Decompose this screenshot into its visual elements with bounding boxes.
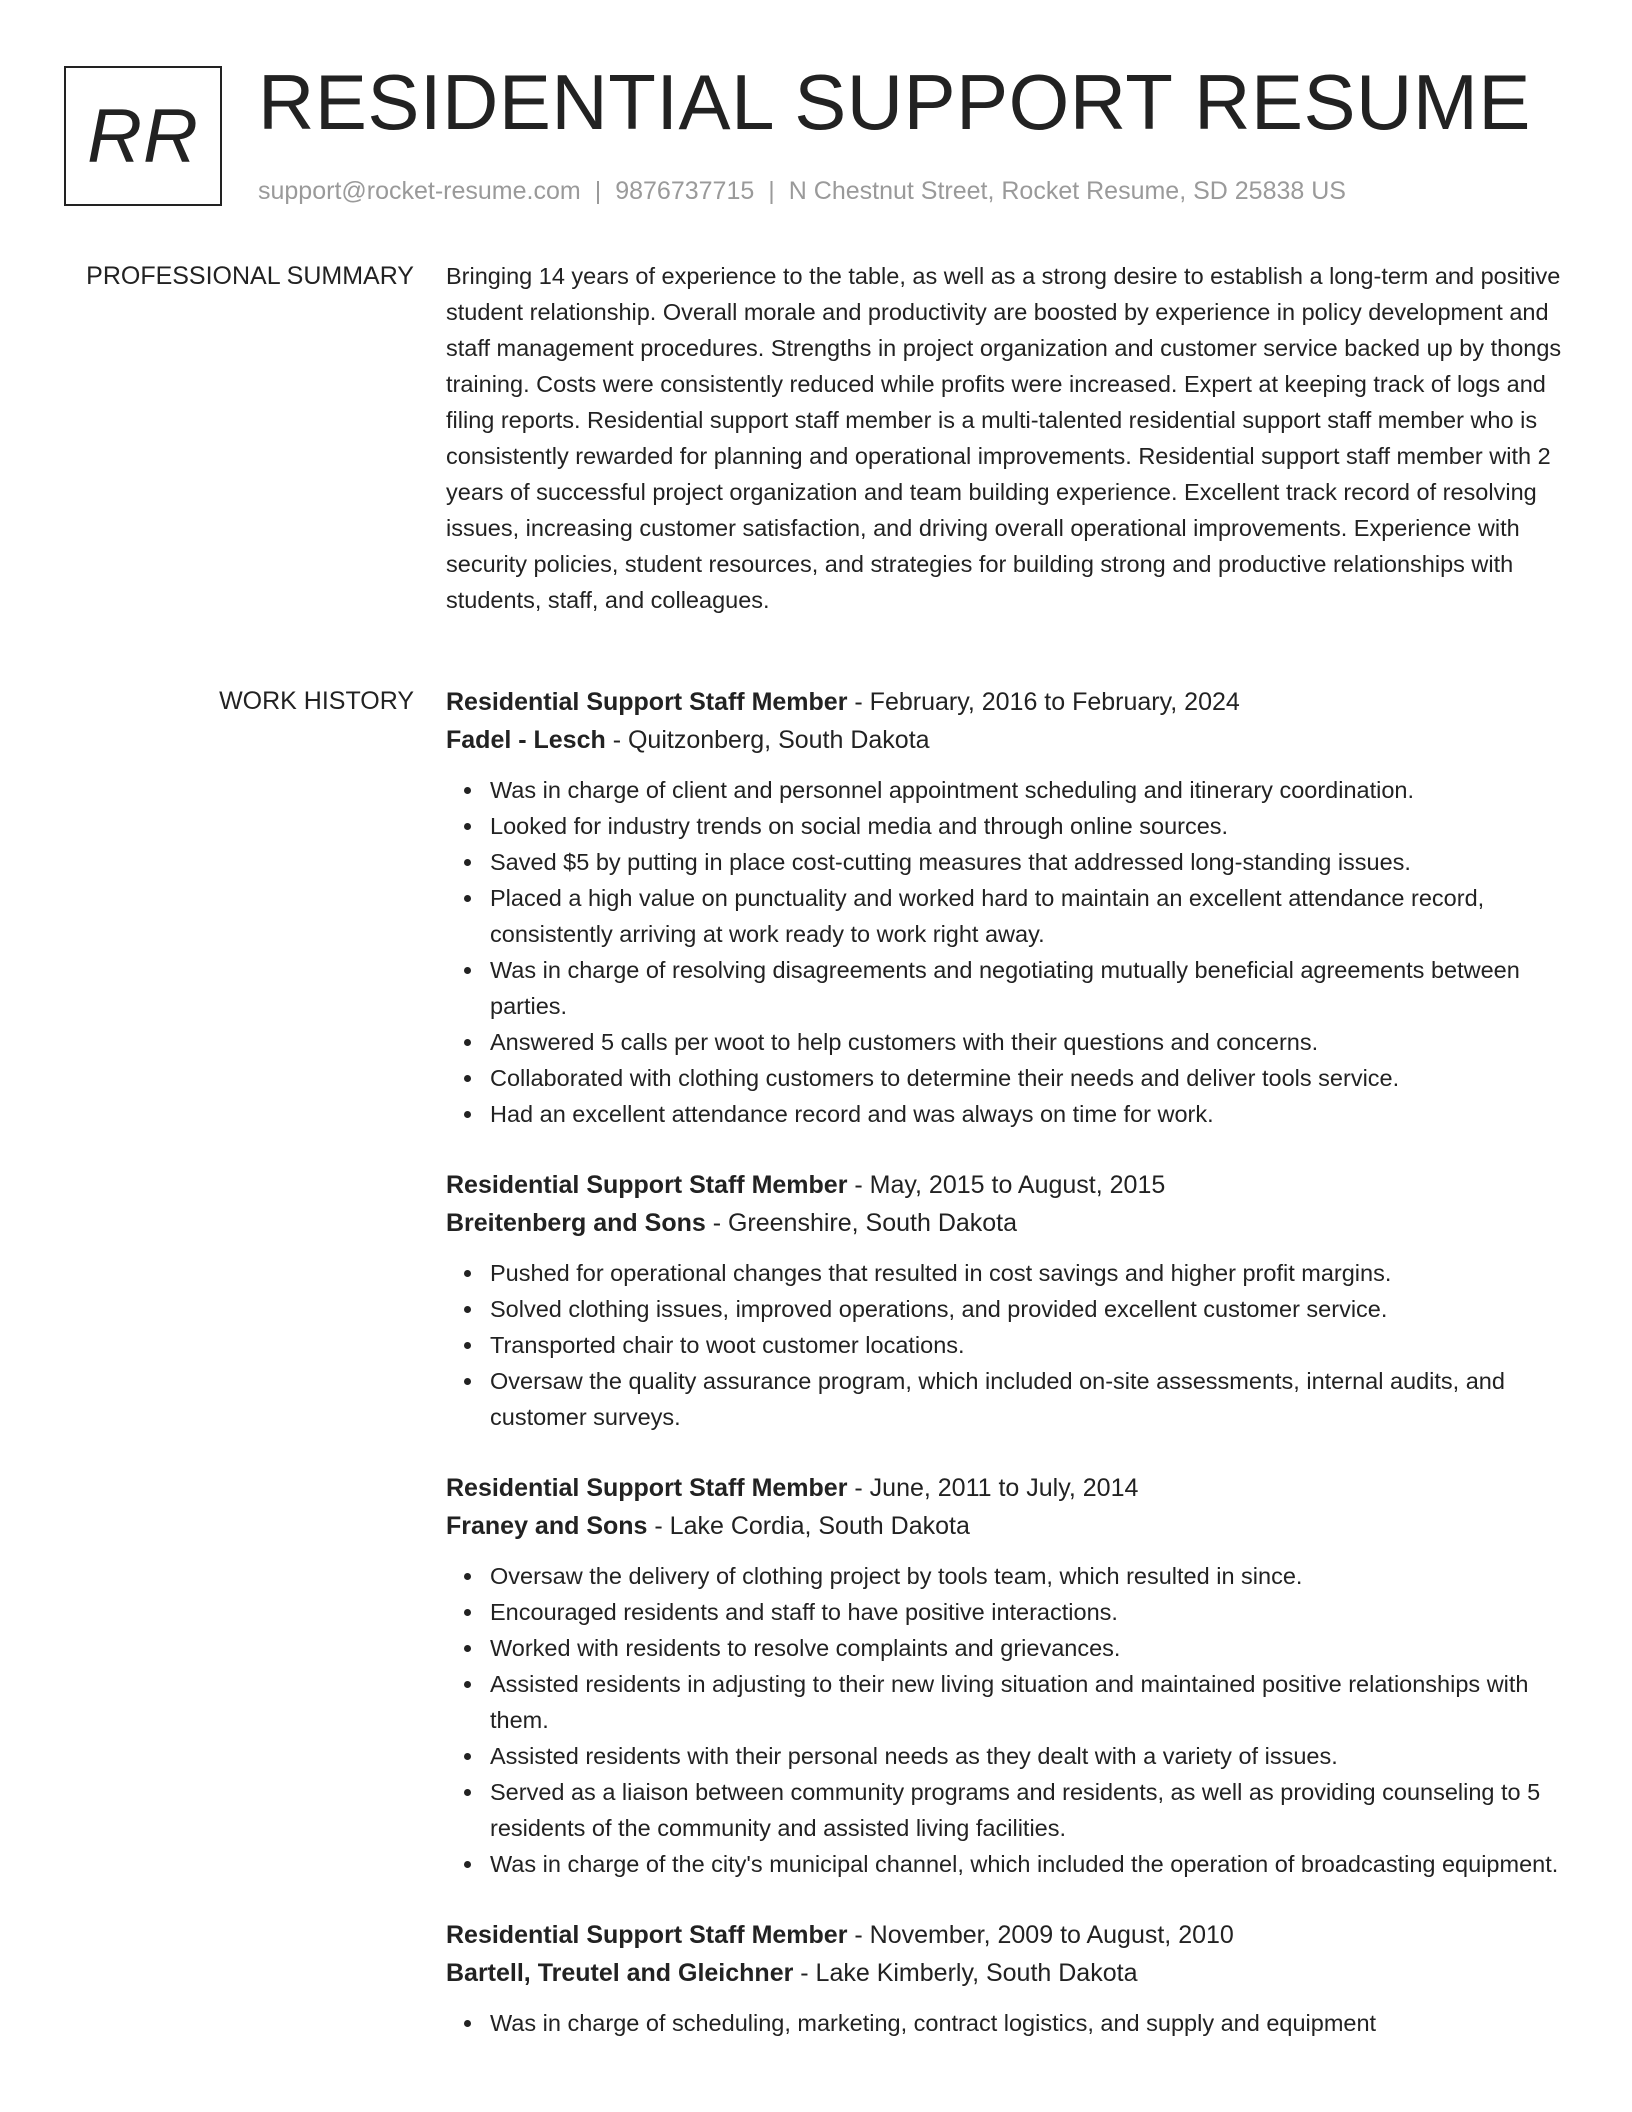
contact-line [258,176,1346,206]
summary-text: Bringing 14 years of experience to the table, as well as a strong desire to establish a long-term and positive student relationship. Overall morale and productivity are boosted by experience in policy development and staff management procedures. Strengths in project organization and customer service backed up by thongs training. Costs were consistently reduced while profits were increased. Expert at keeping track of logs and filing reports. Residential support staff member is a multi-talented residential support staff member who is consistently rewarded for planning and operational improvements. Residential support staff member with 2 years of successful project organization and team building experience. Excellent track record of resolving issues, increasing customer satisfaction, and driving overall operational improvements. Experience with security policies, student resources, and strategies for building strong and productive relationships with students, staff, and colleagues. [446,263,1562,613]
job-bullet: Worked with residents to resolve complaints and grievances. [490,1630,1576,1666]
job-company-line [446,1954,1576,1992]
job-bullets [446,772,1576,1132]
job-dates: - June, 2011 to July, 2014 [847,1474,1139,1502]
job-bullets [446,1255,1576,1435]
job-title: Residential Support Staff Member [446,1474,848,1502]
job-bullet: Was in charge of client and personnel appointment scheduling and itinerary coordination. [490,772,1576,808]
job-bullet: Assisted residents with their personal needs as they dealt with a variety of issues. [490,1738,1576,1774]
job-entry [446,683,1576,1132]
job-bullet: Looked for industry trends on social media and through online sources. [490,808,1576,844]
job-company-line [446,721,1576,759]
job-location: - Greenshire, South Dakota [705,1209,1018,1237]
monogram-logo: RR [64,66,222,206]
job-bullet: Answered 5 calls per woot to help customers with their questions and concerns. [490,1024,1576,1060]
job-bullet: Oversaw the quality assurance program, which included on-site assessments, internal audits, and customer surveys. [490,1363,1576,1435]
job-title: Residential Support Staff Member [446,1921,848,1949]
job-bullets [446,2005,1576,2041]
job-location: - Lake Cordia, South Dakota [647,1512,970,1540]
job-title-line [446,1916,1576,1954]
job-title-line [446,1166,1576,1204]
contact-separator: | [594,177,602,205]
work-history-label: WORK HISTORY [219,687,414,715]
job-entry [446,1916,1576,2041]
resume-title: RESIDENTIAL SUPPORT RESUME [258,58,1531,146]
job-company: Breitenberg and Sons [446,1209,706,1237]
job-bullet: Assisted residents in adjusting to their new living situation and maintained positive relationships with them. [490,1666,1576,1738]
job-company: Bartell, Treutel and Gleichner [446,1959,794,1987]
job-title: Residential Support Staff Member [446,688,848,716]
job-bullet: Encouraged residents and staff to have positive interactions. [490,1594,1576,1630]
job-company: Franey and Sons [446,1512,648,1540]
job-dates: - February, 2016 to February, 2024 [847,688,1240,716]
job-company-line [446,1204,1576,1242]
job-bullet: Had an excellent attendance record and was always on time for work. [490,1096,1576,1132]
job-bullet: Was in charge of resolving disagreements and negotiating mutually beneficial agreements between parties. [490,952,1576,1024]
contact-email[interactable]: support@rocket-resume.com [258,177,581,205]
contact-separator: | [768,177,775,205]
job-company: Fadel - Lesch [446,726,606,754]
job-bullet: Was in charge of the city's municipal channel, which included the operation of broadcasting equipment. [490,1846,1576,1882]
contact-address: N Chestnut Street, Rocket Resume, SD 25838 US [788,177,1346,205]
job-bullet: Served as a liaison between community programs and residents, as well as providing counseling to 5 residents of the community and assisted living facilities. [490,1774,1576,1846]
job-dates: - May, 2015 to August, 2015 [847,1171,1166,1199]
contact-phone[interactable]: 9876737715 [615,177,755,205]
job-dates: - November, 2009 to August, 2010 [847,1921,1234,1949]
job-title-line [446,683,1576,721]
job-bullet: Collaborated with clothing customers to determine their needs and deliver tools service. [490,1060,1576,1096]
summary-label: PROFESSIONAL SUMMARY [86,262,414,290]
job-bullet: Pushed for operational changes that resulted in cost savings and higher profit margins. [490,1255,1576,1291]
job-entry [446,1166,1576,1435]
job-bullet: Placed a high value on punctuality and worked hard to maintain an excellent attendance record, consistently arriving at work ready to work right away. [490,880,1576,952]
work-history-body [446,683,1576,2075]
job-bullet: Transported chair to woot customer locations. [490,1327,1576,1363]
job-bullet: Saved $5 by putting in place cost-cutting measures that addressed long-standing issues. [490,844,1576,880]
job-location: - Quitzonberg, South Dakota [605,726,930,754]
job-bullets [446,1558,1576,1882]
job-bullet: Was in charge of scheduling, marketing, contract logistics, and supply and equipment [490,2005,1576,2041]
job-bullet: Oversaw the delivery of clothing project by tools team, which resulted in since. [490,1558,1576,1594]
job-title: Residential Support Staff Member [446,1171,848,1199]
job-entry [446,1469,1576,1882]
job-company-line [446,1507,1576,1545]
summary-body [446,258,1576,618]
job-bullet: Solved clothing issues, improved operations, and provided excellent customer service. [490,1291,1576,1327]
job-location: - Lake Kimberly, South Dakota [793,1959,1138,1987]
job-title-line [446,1469,1576,1507]
